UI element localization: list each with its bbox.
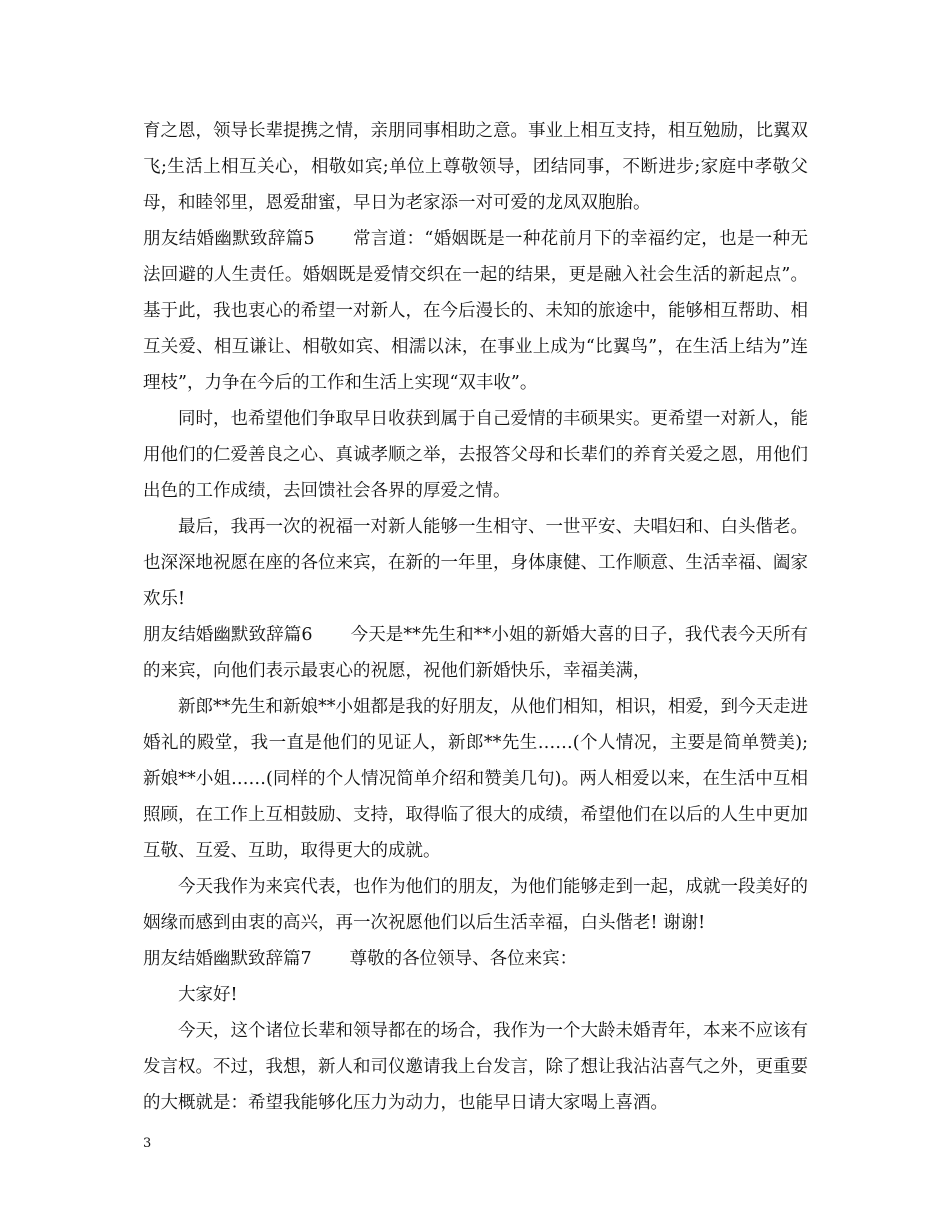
paragraph-9: 大家好! [178,985,238,1005]
section-heading-5: 朋友结婚幽默致辞篇5 [143,229,315,249]
paragraph-7: 今天我作为来宾代表，也作为他们的朋友，为他们能够走到一起，成就一段美好的姻缘而感到由衷的高兴，再一次祝愿他们以后生活幸福，白头偕老! 谢谢! [143,877,808,933]
section-6-opening-text: 今天是**先生和**小姐的新婚大喜的日子，我代表今天所有的来宾，向他们表示最衷心的祝愿，祝他们新婚快乐，幸福美满， [143,625,808,681]
paragraph-10: 今天，这个诸位长辈和领导都在的场合，我作为一个大龄未婚青年，本来不应该有发言权。不过，我想，新人和司仪邀请我上台发言，除了想让我沾沾喜气之外，更重要的大概就是：希望我能够化压力为动力，也能早日请大家喝上喜酒。 [143,1021,808,1113]
paragraph-3: 同时，也希望他们争取早日收获到属于自己爱情的丰硕果实。更希望一对新人，能用他们的仁爱善良之心、真诚孝顺之举，去报答父母和长辈们的养育关爱之恩，用他们出色的工作成绩，去回馈社会各界的厚爱之情。 [143,409,808,501]
section-7-line [143,941,808,977]
paragraph-1: 育之恩，领导长辈提携之情，亲朋同事相助之意。事业上相互支持，相互勉励，比翼双飞;生活上相互关心，相敬如宾;单位上尊敬领导，团结同事，不断进步;家庭中孝敬父母，和睦邻里，恩爱甜蜜，早日为老家添一对可爱的龙凤双胞胎。 [143,121,808,213]
document-body [143,113,808,1121]
section-7-opening-text: 尊敬的各位领导、各位来宾： [349,949,578,969]
section-6-line [143,617,808,689]
section-5-opening-text: 常言道：“婚姻既是一种花前月下的幸福约定，也是一种无法回避的人生责任。婚姻既是爱情交织在一起的结果，更是融入社会生活的新起点”。基于此，我也衷心的希望一对新人，在今后漫长的、未知的旅途中，能够相互帮助、相互关爱、相互谦让、相敬如宾、相濡以沫，在事业上成为“比翼鸟”，在生活上结为”连理枝”，力争在今后的工作和生活上实现“双丰收”。 [143,229,808,393]
page-number: 3 [143,1136,152,1151]
paragraph-6: 新郎**先生和新娘**小姐都是我的好朋友，从他们相知，相识，相爱，到今天走进婚礼的殿堂，我一直是他们的见证人，新郎**先生……(个人情况，主要是简单赞美);新娘**小姐……(同样的个人情况简单介绍和赞美几句)。两人相爱以来，在生活中互相照顾，在工作上互相鼓励、支持，取得临了很大的成绩，希望他们在以后的人生中更加互敬、互爱、互助，取得更大的成就。 [143,697,808,861]
paragraph-4: 最后，我再一次的祝福一对新人能够一生相守、一世平安、夫唱妇和、白头偕老。也深深地祝愿在座的各位来宾，在新的一年里，身体康健、工作顺意、生活幸福、阖家欢乐! [143,517,808,609]
section-5-line [143,221,808,401]
section-heading-7: 朋友结婚幽默致辞篇7 [143,949,312,969]
section-heading-6: 朋友结婚幽默致辞篇6 [143,625,313,645]
